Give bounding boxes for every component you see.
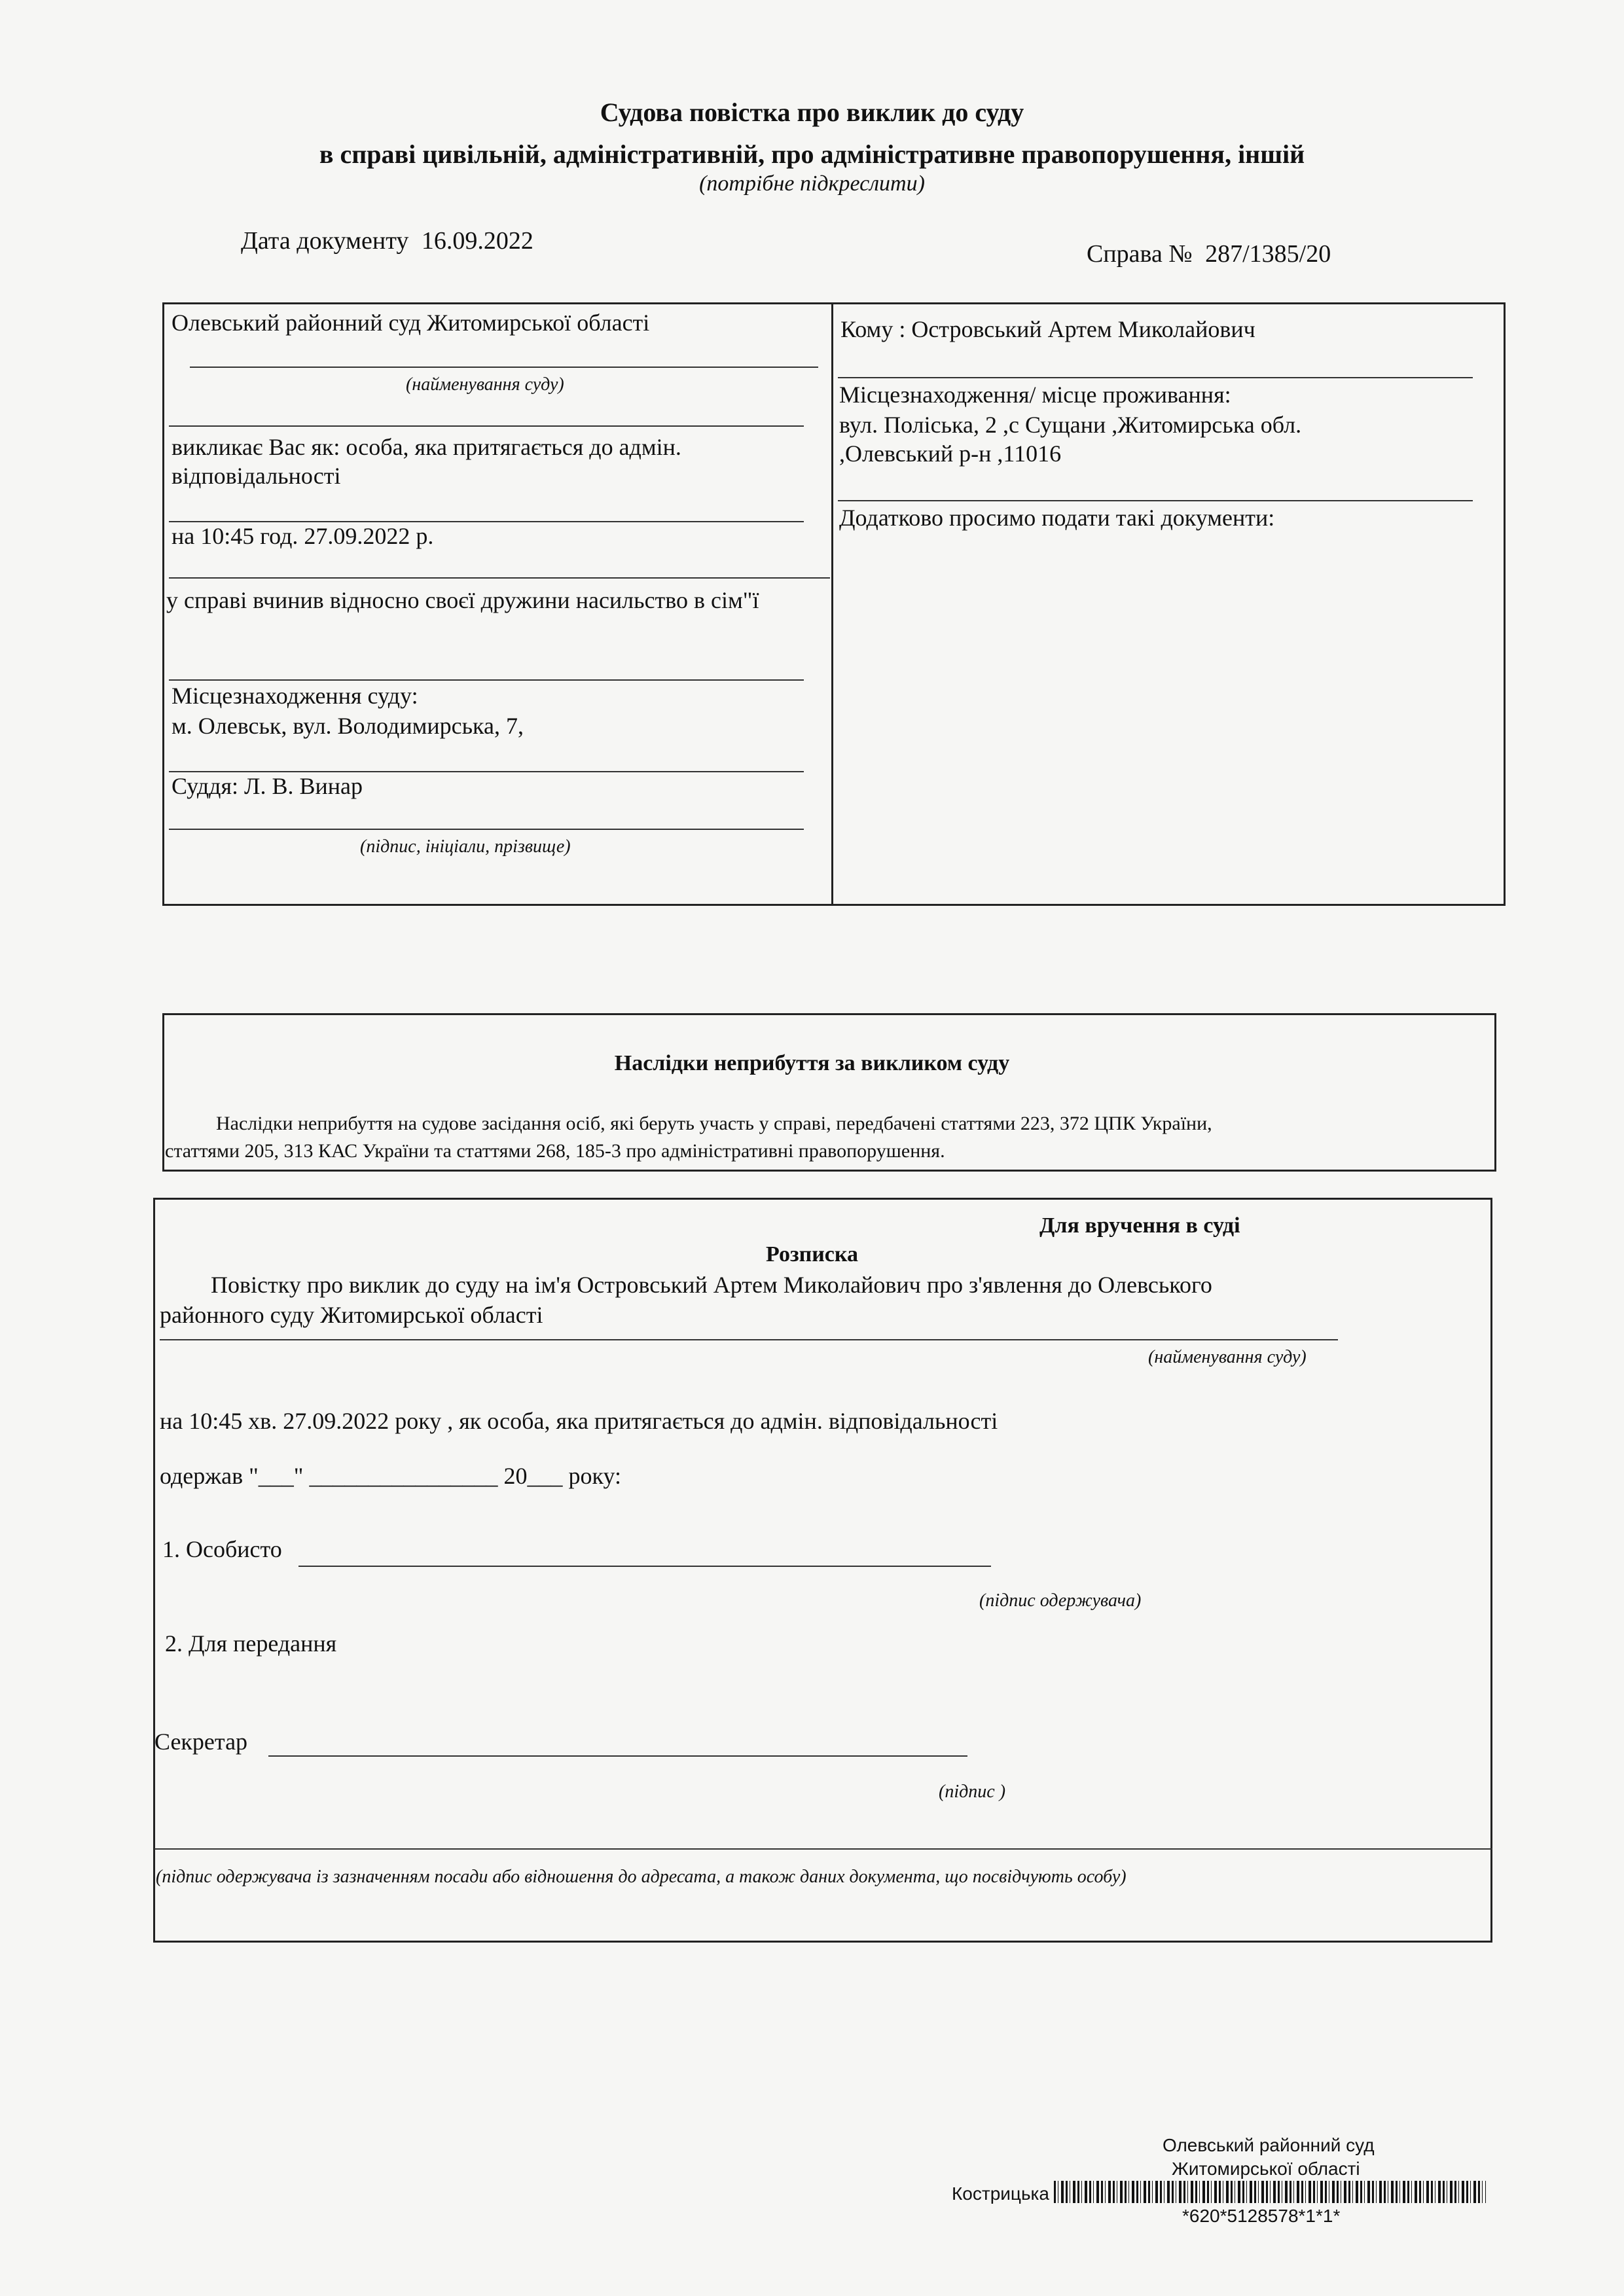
receipt-court-rule [160, 1339, 1338, 1340]
receipt-text-cont: районного суду Житомирської області [160, 1302, 543, 1328]
receipt-time: на 10:45 хв. 27.09.2022 року , як особа, яка притягається до адмін. відповідальності [160, 1408, 998, 1434]
receipt-text: Повістку про виклик до суду на ім'я Островський Артем Миколайович про з'явлення до Олевського [211, 1272, 1212, 1298]
judge-rule [169, 829, 804, 830]
judge: Суддя: Л. В. Винар [171, 773, 363, 799]
secretary-signature-line [268, 1755, 967, 1757]
recipient-address: вул. Поліська, 2 ,с Сущани ,Житомирська обл. [839, 412, 1302, 438]
court-caption-rule [169, 425, 804, 427]
barcode-text: *620*5128578*1*1* [1182, 2206, 1341, 2226]
barcode [1054, 2181, 1486, 2203]
for-court-label: Для вручення в суді [1039, 1213, 1240, 1238]
recipient: Кому : Островський Артем Миколайович [840, 316, 1255, 342]
date-label: Дата документу [241, 227, 409, 255]
recipient-rule [838, 377, 1473, 378]
consequences-text-cont: статтями 205, 313 КАС України та статтями 268, 185-3 про адміністративні правопорушення. [165, 1140, 945, 1162]
hearing-rule [169, 577, 830, 579]
document-subtitle: в справі цивільній, адміністративній, про адміністративне правопорушення, іншій [319, 139, 1305, 169]
personally-signature-line [298, 1566, 991, 1567]
court-name: Олевський районний суд Житомирської області [171, 310, 650, 336]
stamp-court-name: Олевський районний суд [1163, 2135, 1375, 2155]
secretary-label: Секретар [154, 1729, 248, 1755]
court-location-label: Місцезнаходження суду: [171, 683, 418, 709]
documents-request: Додатково просимо подати такі документи: [839, 505, 1275, 531]
secretary-signature-caption: (підпис ) [939, 1782, 1006, 1802]
clerk-name: Кострицька [952, 2183, 1049, 2204]
court-name-caption: (найменування суду) [406, 374, 564, 395]
document-date [241, 226, 533, 255]
consequences-text: Наслідки неприбуття на судове засідання осіб, які беруть участь у справі, передбачені статтями 223, 372 ЦПК України, [216, 1113, 1212, 1134]
summoned-as-cont: відповідальності [171, 463, 341, 489]
consequences-heading: Наслідки неприбуття за викликом суду [614, 1051, 1010, 1075]
received-date: одержав "___" ________________ 20___ року: [160, 1463, 622, 1489]
receipt-court-caption: (найменування суду) [1148, 1347, 1307, 1367]
footer-caption: (підпис одержувача із зазначенням посади або відношення до адресата, а також даних документа, що посвідчують особу) [156, 1867, 1127, 1887]
court-location-value: м. Олевськ, вул. Володимирська, 7, [171, 713, 524, 739]
summoned-as: викликає Вас як: особа, яка притягається до адмін. [171, 434, 681, 460]
summons-divider [831, 302, 833, 906]
judge-caption: (підпис, ініціали, прізвище) [360, 836, 571, 857]
underline-note: (потрібне підкреслити) [699, 171, 925, 196]
personally-label: 1. Особисто [162, 1536, 282, 1562]
recipient-signature-caption: (підпис одержувача) [979, 1590, 1142, 1611]
case-rule [169, 679, 804, 681]
hearing-time: на 10:45 год. 27.09.2022 р. [171, 523, 434, 549]
case-value: 287/1385/20 [1205, 240, 1331, 268]
footer-signature-line [154, 1848, 1492, 1850]
transfer-label: 2. Для передання [165, 1630, 337, 1657]
court-name-rule [190, 367, 818, 368]
document-title: Судова повістка про виклик до суду [600, 98, 1024, 127]
date-value: 16.09.2022 [421, 227, 533, 255]
case-number [1087, 240, 1331, 268]
address-rule [838, 500, 1473, 501]
case-description: у справі вчинив відносно своєї дружини насильство в сім"ї [166, 587, 759, 613]
case-label: Справа № [1087, 240, 1193, 268]
recipient-address-cont: ,Олевський р-н ,11016 [839, 440, 1062, 467]
recipient-location-label: Місцезнаходження/ місце проживання: [839, 382, 1231, 408]
receipt-heading: Розписка [766, 1242, 858, 1266]
stamp-court-region: Житомирської області [1172, 2159, 1360, 2179]
